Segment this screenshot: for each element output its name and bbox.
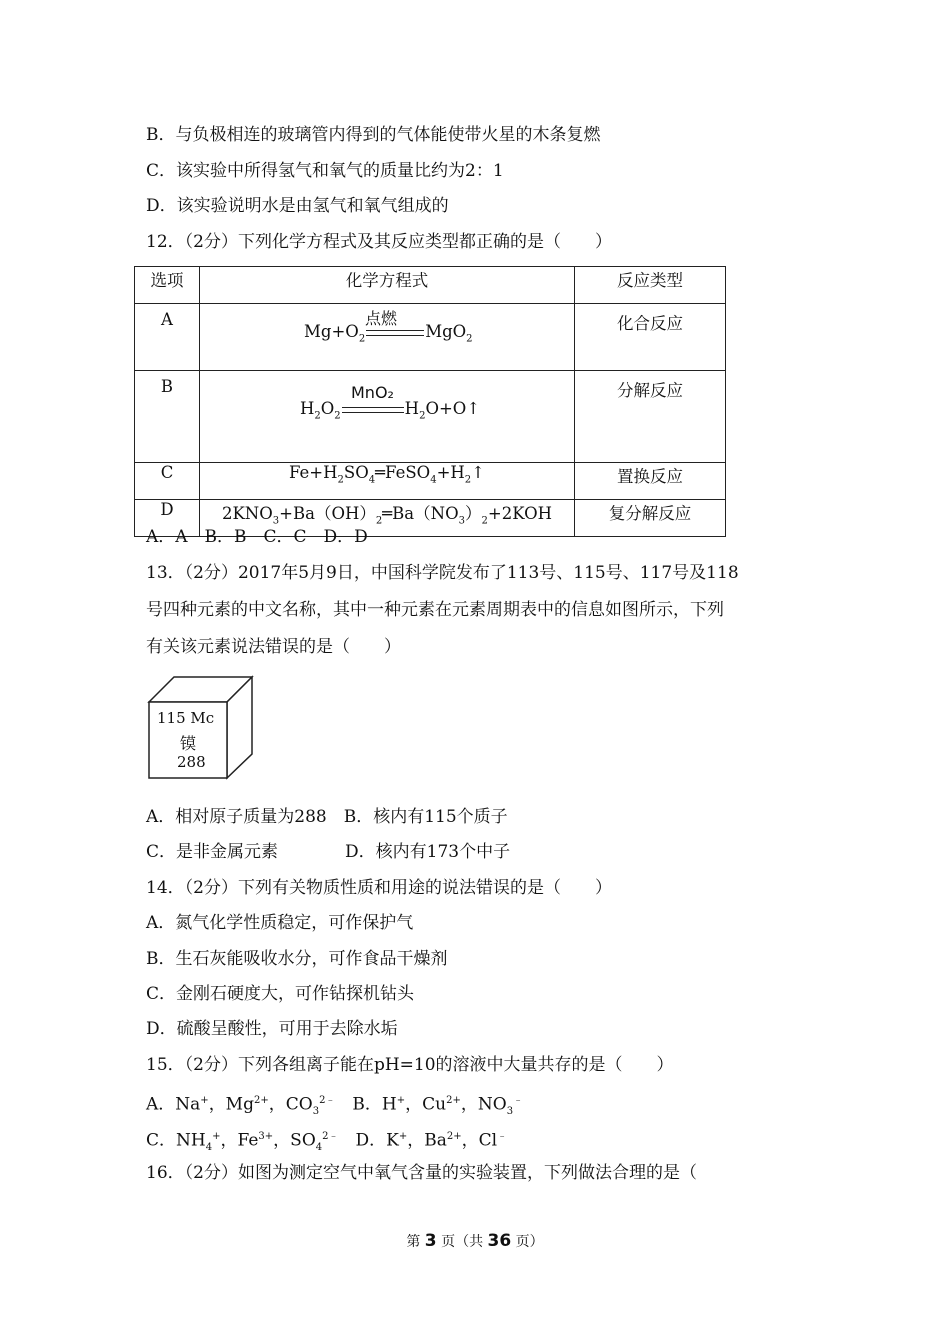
q13-option-c: C．是非金属元素	[146, 842, 279, 862]
q14-option-b: B．生石灰能吸收水分，可作食品干燥剂	[146, 949, 448, 969]
footer-prefix: 第	[406, 1234, 421, 1250]
element-number: 115	[157, 709, 186, 727]
row-c-formula: $Fe+H_2SO_4═FeSO_4+H_2↑$	[200, 463, 575, 500]
q13-options-ab: A．相对原子质量为288 B．核内有115个质子	[146, 807, 508, 827]
element-mass: 288	[177, 753, 206, 771]
q16-stem: 16．（2分）如图为测定空气中氧气含量的实验装置，下列做法合理的是（	[146, 1163, 697, 1183]
row-d-type: 复分解反应	[575, 500, 726, 537]
row-a-type: 化合反应	[575, 304, 726, 371]
q14-option-a: A．氮气化学性质稳定，可作保护气	[146, 913, 414, 933]
header-option: 选项	[135, 267, 200, 304]
row-b-equation	[200, 371, 575, 463]
row-d-formula: $2KNO_3+Ba(OH)_2═Ba(NO_3)_2+2KOH$	[200, 500, 575, 537]
table-row-c	[135, 463, 726, 500]
q15-stem: 15．（2分）下列各组离子能在pH=10的溶液中大量共存的是（ ）	[146, 1055, 674, 1075]
footer-suffix: 页）	[515, 1234, 544, 1250]
table-row-a	[135, 304, 726, 371]
element-number-symbol	[157, 709, 214, 727]
q15-options-cd: C．$NH_4^+$，$Fe^{3+}$，$SO_4^{2﹣}$ D．K+，$Ba^{2+}$，Cl﹣	[146, 1130, 508, 1154]
q12-table	[134, 266, 726, 537]
footer-total-pages: 36	[487, 1231, 512, 1251]
q12-answers: A．A B．B C．C D．D	[146, 527, 368, 547]
q14-option-c: C．金刚石硬度大，可作钻探机钻头	[146, 984, 415, 1004]
row-a-option: A	[135, 304, 200, 371]
q13-stem-line3: 有关该元素说法错误的是（ ）	[146, 637, 401, 657]
q14-stem: 14．（2分）下列有关物质性质和用途的说法错误的是（ ）	[146, 878, 612, 898]
page-footer	[0, 1231, 950, 1251]
row-b-condition: MnO₂	[351, 383, 394, 402]
q11-option-b: B．与负极相连的玻璃管内得到的气体能使带火星的木条复燃	[146, 125, 601, 145]
row-d-option: D	[135, 500, 200, 537]
row-c-option: C	[135, 463, 200, 500]
row-b-option: B	[135, 371, 200, 463]
row-a-formula: $Mg+O_2$ MgO$_2$	[304, 322, 473, 345]
header-type: 反应类型	[575, 267, 726, 304]
q12-stem: 12．（2分）下列化学方程式及其反应类型都正确的是（ ）	[146, 232, 612, 252]
q11-option-d: D．该实验说明水是由氢气和氧气组成的	[146, 196, 449, 216]
q13-stem-line2: 号四种元素的中文名称，其中一种元素在元素周期表中的信息如图所示，下列	[146, 600, 724, 620]
q14-option-d: D．硫酸呈酸性，可用于去除水垢	[146, 1019, 398, 1039]
q13-option-d: D．核内有173个中子	[345, 842, 511, 862]
row-c-type: 置换反应	[575, 463, 726, 500]
table-row-b	[135, 371, 726, 463]
row-a-condition: 点燃	[365, 309, 398, 328]
table-header-row	[135, 267, 726, 304]
footer-page-number: 3	[424, 1231, 437, 1251]
q15-options-ab: A．Na+，$Mg^{2+}$，$CO_3^{2﹣}$ B．H+，$Cu^{2+}$，$NO_3^﹣$	[146, 1094, 524, 1118]
footer-middle: 页（共	[441, 1234, 484, 1250]
header-equation: 化学方程式	[200, 267, 575, 304]
row-a-equation	[200, 304, 575, 371]
element-symbol: Mc	[190, 709, 215, 727]
q13-stem-line1: 13．（2分）2017年5月9日，中国科学院发布了113号、115号、117号及118	[146, 563, 739, 583]
row-b-formula: $H_2O_2$ $H_2O+O↑$	[300, 399, 481, 422]
element-name: 镆	[180, 734, 197, 753]
q11-option-c: C．该实验中所得氢气和氧气的质量比约为2：1	[146, 161, 504, 181]
row-b-type: 分解反应	[575, 371, 726, 463]
